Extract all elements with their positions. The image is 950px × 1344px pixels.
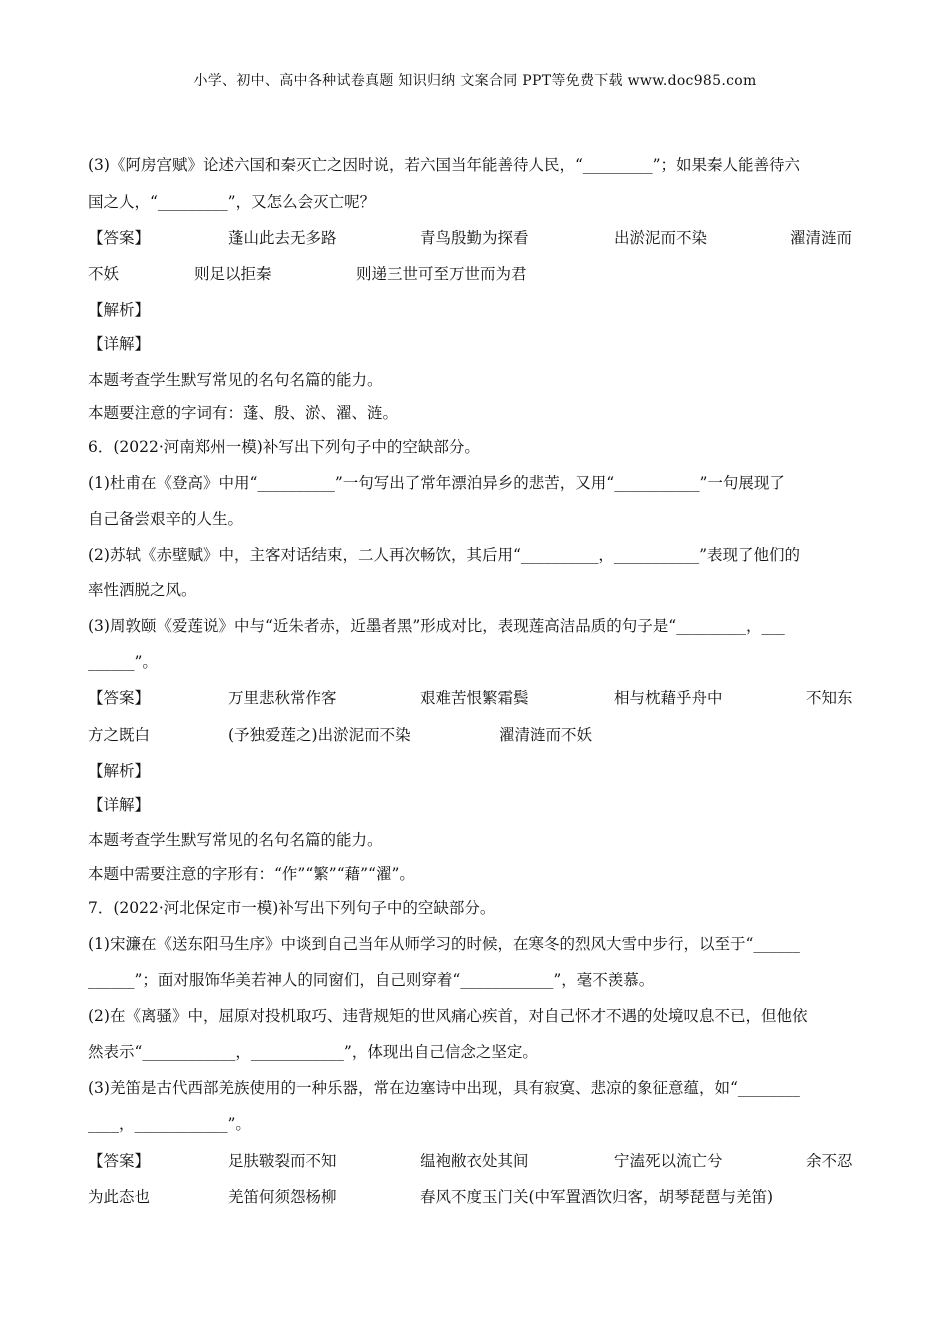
answer-item: 青鸟殷勤为探看 (420, 229, 529, 247)
text-line: 自己备尝艰辛的人生。 (88, 510, 244, 528)
text-line: 本题中需要注意的字形有：“作”“繁”“藉”“濯”。 (88, 865, 415, 883)
text-line: 然表示“____________，____________”，体现出自己信念之坚定。 (88, 1043, 538, 1061)
answer-item: 艰难苦恨繁霜鬓 (420, 689, 529, 707)
answer-label: 【答案】 (88, 229, 151, 247)
analysis-label: 【解析】 (88, 301, 151, 319)
answer-label: 【答案】 (88, 689, 151, 707)
analysis-label: 【解析】 (88, 762, 151, 780)
text-line: ______”；面对服饰华美若神人的同窗们，自己则穿着“____________”，毫不羡慕。 (88, 971, 655, 989)
text-line: 率性洒脱之风。 (88, 581, 197, 599)
answer-item: 濯清涟而 (790, 229, 853, 247)
text-line: (1)杜甫在《登高》中用“__________”一句写出了常年漂泊异乡的悲苦，又用“___________”一句展现了 (88, 474, 785, 492)
answer-item: 春风不度玉门关(中军置酒饮归客，胡琴琵琶与羌笛) (420, 1188, 774, 1206)
answer-item: 万里悲秋常作客 (228, 689, 337, 707)
text-line: (3)周敦颐《爱莲说》中与“近朱者赤，近墨者黑”形成对比，表现莲高洁品质的句子是“_________，___ (88, 617, 785, 635)
question-title: 7．(2022·河北保定市一模)补写出下列句子中的空缺部分。 (88, 899, 496, 917)
text-line: 本题要注意的字词有：蓬、殷、淤、濯、涟。 (88, 404, 399, 422)
text-line: (2)在《离骚》中，屈原对投机取巧、违背规矩的世风痛心疾首，对自己怀才不遇的处境叹息不已，但他依 (88, 1007, 808, 1025)
answer-item: 濯清涟而不妖 (499, 726, 593, 744)
answer-item: 则足以拒秦 (194, 265, 272, 283)
answer-item: 蓬山此去无多路 (228, 229, 337, 247)
text-line: 本题考查学生默写常见的名句名篇的能力。 (88, 371, 383, 389)
answer-item: 余不忍 (806, 1152, 853, 1170)
text-line: 不妖 (88, 265, 120, 283)
answer-item: 足肤皲裂而不知 (228, 1152, 337, 1170)
text-line: ______”。 (88, 653, 158, 671)
detail-label: 【详解】 (88, 335, 151, 353)
answer-item: 相与枕藉乎舟中 (614, 689, 723, 707)
text-line: (3)《阿房宫赋》论述六国和秦灭亡之因时说，若六国当年能善待人民，“_________”；如果秦人能善待六 (88, 156, 801, 174)
page-header: 小学、初中、高中各种试卷真题 知识归纳 文案合同 PPT等免费下载 www.doc985.com (193, 73, 757, 89)
text-line: (2)苏轼《赤壁赋》中，主客对话结束，二人再次畅饮，其后用“__________，___________”表现了他们的 (88, 546, 801, 564)
text-line: 本题考查学生默写常见的名句名篇的能力。 (88, 831, 383, 849)
answer-item: 不知东 (806, 689, 853, 707)
answer-item: 则递三世可至万世而为君 (356, 265, 527, 283)
answer-item: 缊袍敝衣处其间 (420, 1152, 529, 1170)
answer-label: 【答案】 (88, 1152, 151, 1170)
answer-item: (予独爱莲之)出淤泥而不染 (228, 726, 411, 744)
text-line: 方之既白 (88, 726, 151, 744)
text-line: (3)羌笛是古代西部羌族使用的一种乐器，常在边塞诗中出现，具有寂寞、悲凉的象征意蕴，如“________ (88, 1079, 800, 1097)
text-line: 国之人，“_________”，又怎么会灭亡呢？ (88, 193, 376, 211)
detail-label: 【详解】 (88, 796, 151, 814)
answer-item: 出淤泥而不染 (614, 229, 708, 247)
text-line: ____，____________”。 (88, 1115, 251, 1133)
question-title: 6．(2022·河南郑州一模)补写出下列句子中的空缺部分。 (88, 438, 480, 456)
text-line: (1)宋濂在《送东阳马生序》中谈到自己当年从师学习的时候，在寒冬的烈风大雪中步行，以至于“______ (88, 935, 800, 953)
answer-item: 羌笛何须怨杨柳 (228, 1188, 337, 1206)
answer-item: 宁溘死以流亡兮 (614, 1152, 723, 1170)
text-line: 为此态也 (88, 1188, 151, 1206)
